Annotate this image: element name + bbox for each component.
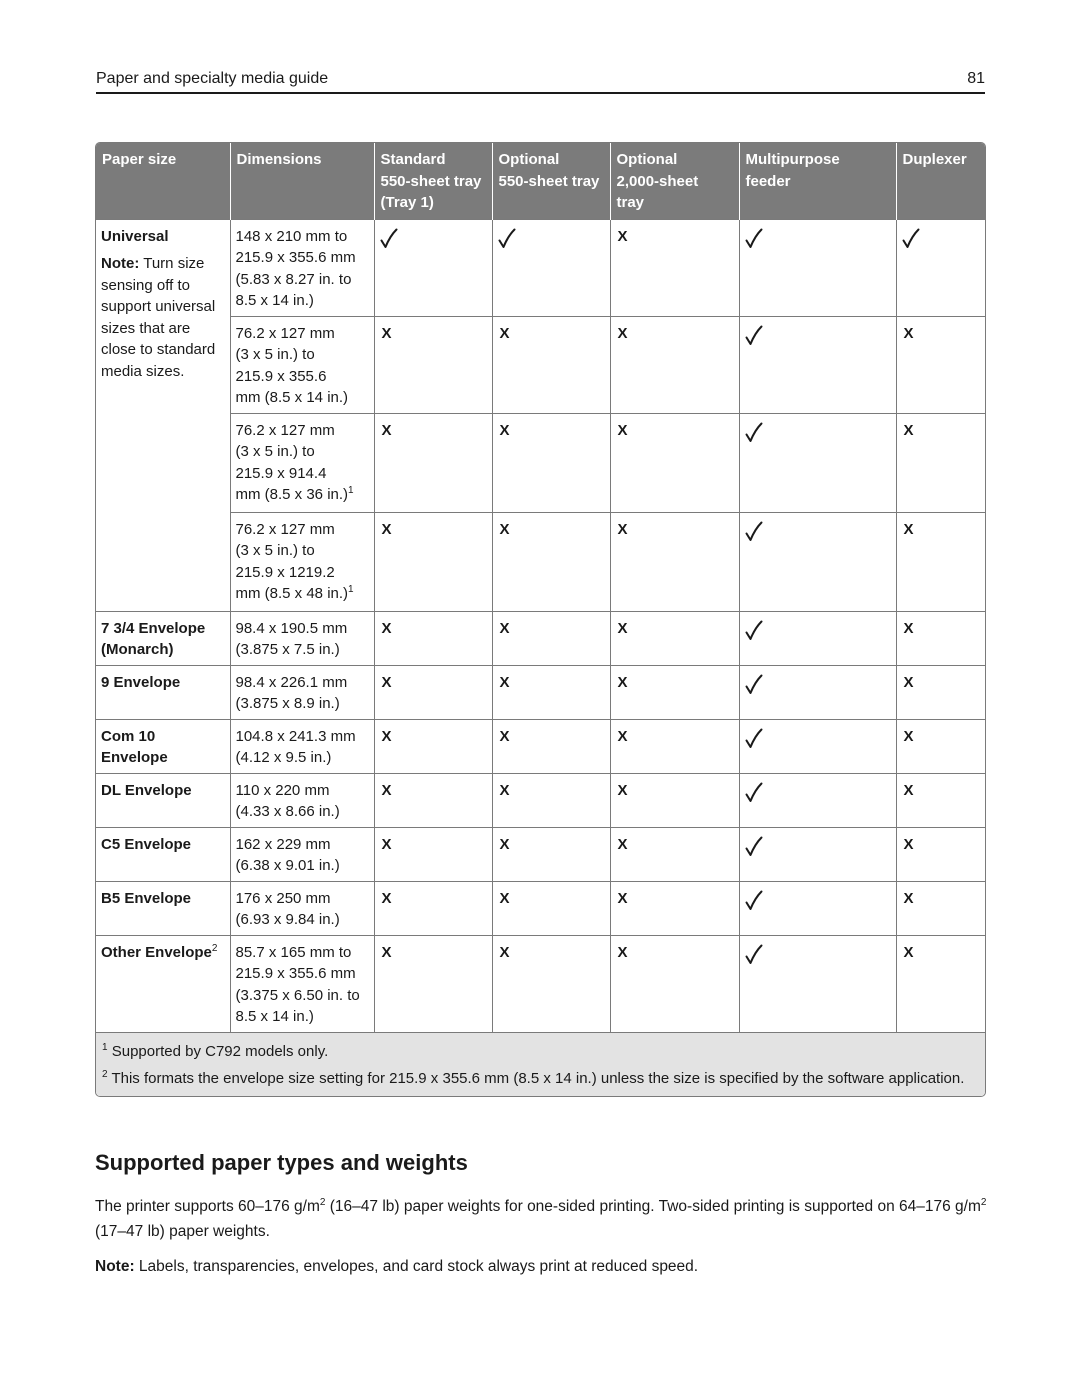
dimension-text: 162 x 229 mm [235, 835, 331, 853]
support-cell [739, 665, 896, 719]
column-header-line: feeder [745, 172, 791, 190]
dimension-text: 110 x 220 mm [235, 781, 330, 799]
support-cell [610, 316, 739, 413]
not-supported-mark: X [499, 889, 510, 907]
paper-size-cell [96, 665, 230, 719]
support-cell [739, 512, 896, 611]
dimensions-cell [230, 611, 374, 665]
paper-size-name: Universal [101, 227, 169, 245]
dimensions-cell [230, 413, 374, 512]
support-cell [896, 773, 985, 827]
not-supported-mark: X [903, 727, 914, 745]
support-cell [492, 219, 610, 316]
not-supported-mark: X [381, 943, 392, 961]
superscript: 2 [319, 1196, 326, 1208]
support-cell [610, 665, 739, 719]
table-row [96, 719, 985, 773]
footnote-ref: 1 [348, 485, 354, 496]
dimension-text: mm (8.5 x 36 in.) [235, 486, 349, 503]
dimension-text: (3 x 5 in.) to [235, 346, 315, 363]
support-cell [610, 881, 739, 935]
column-header [739, 143, 896, 219]
dimension-text: 85.7 x 165 mm to [235, 943, 352, 961]
footnote-text: Supported by C792 models only. [111, 1042, 329, 1060]
dimension-text: (3 x 5 in.) to [235, 443, 315, 460]
support-cell [492, 512, 610, 611]
column-header-line: Duplexer [902, 151, 967, 168]
not-supported-mark: X [381, 727, 392, 745]
section-title: Supported paper types and weights [95, 1150, 468, 1175]
not-supported-mark: X [499, 781, 510, 799]
table-row [96, 219, 985, 316]
dimension-line [236, 519, 369, 541]
weights-paragraph [95, 1194, 987, 1244]
not-supported-mark: X [499, 727, 510, 745]
dimensions-cell [230, 512, 374, 611]
not-supported-mark: X [381, 421, 392, 439]
dimension-line [236, 747, 369, 769]
support-cell [896, 719, 985, 773]
footnote-number: 2 [102, 1069, 108, 1080]
paper-size-name: B5 Envelope [101, 889, 192, 907]
not-supported-mark: X [617, 889, 628, 907]
support-cell [492, 719, 610, 773]
dimension-text: (3 x 5 in.) to [235, 542, 315, 559]
support-cell [374, 719, 492, 773]
dimension-text: 215.9 x 355.6 mm [235, 965, 356, 982]
dimension-line [236, 366, 369, 388]
dimension-text: 8.5 x 14 in.) [235, 292, 314, 309]
support-cell [492, 413, 610, 512]
universal-note [101, 253, 225, 382]
not-supported-mark: X [381, 673, 392, 691]
column-header-line: Paper size [102, 151, 177, 168]
not-supported-mark: X [499, 943, 510, 961]
support-cell [896, 413, 985, 512]
not-supported-mark: X [617, 835, 628, 853]
not-supported-mark: X [903, 673, 914, 691]
support-cell [374, 827, 492, 881]
dimension-text: (4.12 x 9.5 in.) [235, 749, 332, 766]
support-cell [374, 881, 492, 935]
footnote-text: This formats the envelope size setting for 215.9 x 355.6 mm (8.5 x 14 in.) unless the size is specified by the software application. [111, 1070, 965, 1087]
dimension-line [236, 323, 369, 345]
not-supported-mark: X [903, 421, 914, 439]
not-supported-mark: X [617, 324, 628, 342]
not-supported-mark: X [499, 619, 510, 637]
checkmark-icon [745, 620, 763, 642]
dimension-text: 215.9 x 355.6 mm [235, 249, 356, 266]
dimension-line [236, 226, 369, 248]
dimension-line [236, 441, 369, 463]
page-number: 81 [967, 70, 985, 87]
dimension-text: (4.33 x 8.66 in.) [235, 803, 340, 820]
dimension-text: (3.875 x 7.5 in.) [235, 641, 340, 658]
dimension-text: 8.5 x 14 in.) [235, 1008, 314, 1025]
dimension-line [236, 247, 369, 269]
dimension-text: 98.4 x 190.5 mm [235, 619, 348, 637]
column-header-line: Multipurpose [745, 151, 840, 168]
dimension-line [236, 985, 369, 1007]
paper-size-name: 7 3/4 Envelope (Monarch) [101, 619, 206, 658]
support-cell [492, 611, 610, 665]
not-supported-mark: X [903, 943, 914, 961]
column-header-line: 2,000-sheet [616, 172, 699, 190]
support-cell [739, 935, 896, 1032]
support-cell [739, 827, 896, 881]
not-supported-mark: X [381, 781, 392, 799]
checkmark-icon [745, 782, 763, 804]
dimension-line [236, 484, 369, 506]
checkmark-icon [745, 890, 763, 912]
paper-size-cell [96, 611, 230, 665]
dimension-text: (5.83 x 8.27 in. to [235, 270, 352, 288]
note-paragraph [95, 1254, 987, 1279]
column-header-line: tray [616, 194, 645, 211]
column-header [96, 143, 230, 219]
not-supported-mark: X [903, 520, 914, 538]
checkmark-icon [745, 521, 763, 543]
support-cell [610, 512, 739, 611]
table-footnotes [96, 1032, 985, 1096]
table-row [96, 413, 985, 512]
checkmark-icon [745, 228, 763, 250]
support-cell [896, 827, 985, 881]
table-row [96, 316, 985, 413]
note-label: Note: [101, 255, 140, 272]
dimension-line [236, 387, 369, 409]
column-header [610, 143, 739, 219]
not-supported-mark: X [499, 324, 510, 342]
dimension-text: mm (8.5 x 14 in.) [235, 389, 349, 406]
not-supported-mark: X [381, 889, 392, 907]
dimension-text: 215.9 x 355.6 [235, 367, 327, 385]
dimension-text: (3.875 x 8.9 in.) [235, 695, 340, 712]
dimensions-cell [230, 719, 374, 773]
support-cell [896, 935, 985, 1032]
checkmark-icon [745, 728, 763, 750]
dimension-line [236, 639, 369, 661]
paper-size-cell [96, 935, 230, 1032]
support-cell [896, 611, 985, 665]
note-text: Labels, transparencies, envelopes, and card stock always print at reduced speed. [134, 1258, 699, 1275]
media-table [96, 143, 985, 1032]
support-cell [492, 827, 610, 881]
checkmark-icon [745, 325, 763, 347]
not-supported-mark: X [903, 619, 914, 637]
column-header-line: Optional [498, 151, 560, 168]
not-supported-mark: X [903, 889, 914, 907]
support-cell [739, 219, 896, 316]
dimensions-cell [230, 316, 374, 413]
note-label: Note: [95, 1258, 135, 1275]
column-header-line: Standard [380, 151, 446, 168]
not-supported-mark: X [617, 520, 628, 538]
weights-text-b: (16–47 lb) paper weights for one-sided printing. Two-sided printing is supported on 64–176 g/m [325, 1198, 981, 1215]
dimension-line [236, 780, 369, 802]
checkmark-icon [745, 944, 763, 966]
paper-size-table [95, 142, 986, 1097]
support-cell [374, 611, 492, 665]
support-cell [374, 219, 492, 316]
dimensions-cell [230, 773, 374, 827]
dimensions-cell [230, 219, 374, 316]
dimension-text: mm (8.5 x 48 in.) [235, 585, 349, 602]
table-body [96, 219, 985, 1032]
dimension-line [236, 855, 369, 877]
dimension-text: 104.8 x 241.3 mm [235, 727, 356, 745]
support-cell [610, 413, 739, 512]
support-cell [739, 773, 896, 827]
dimension-text: 98.4 x 226.1 mm [235, 673, 348, 691]
dimension-line [236, 672, 369, 694]
paper-size-name: 9 Envelope [101, 673, 181, 691]
checkmark-icon [498, 228, 516, 250]
dimension-text: (6.93 x 9.84 in.) [235, 911, 340, 928]
not-supported-mark: X [903, 324, 914, 342]
not-supported-mark: X [617, 943, 628, 961]
weights-text-a: The printer supports 60–176 g/m [95, 1198, 320, 1215]
dimension-text: (3.375 x 6.50 in. to [235, 986, 360, 1004]
dimension-line [236, 834, 369, 856]
not-supported-mark: X [617, 727, 628, 745]
support-cell [896, 219, 985, 316]
paper-size-cell [96, 827, 230, 881]
note-text: Turn size sensing off to support universal sizes that are close to standard media sizes. [101, 255, 216, 380]
dimension-line [236, 583, 369, 605]
dimension-line [236, 540, 369, 562]
checkmark-icon [745, 836, 763, 858]
checkmark-icon [902, 228, 920, 250]
dimension-text: (6.38 x 9.01 in.) [235, 857, 340, 874]
not-supported-mark: X [617, 673, 628, 691]
table-header-row [96, 143, 985, 219]
support-cell [492, 935, 610, 1032]
dimension-line [236, 726, 369, 748]
support-cell [374, 935, 492, 1032]
checkmark-icon [745, 422, 763, 444]
dimensions-cell [230, 935, 374, 1032]
not-supported-mark: X [381, 324, 392, 342]
column-header-line: (Tray 1) [380, 194, 434, 211]
column-header [230, 143, 374, 219]
paper-size-cell [96, 773, 230, 827]
not-supported-mark: X [499, 421, 510, 439]
support-cell [374, 316, 492, 413]
dimension-text: 215.9 x 1219.2 [235, 563, 335, 581]
footnote-ref: 2 [211, 942, 218, 954]
dimension-text: 76.2 x 127 mm [235, 520, 335, 538]
not-supported-mark: X [499, 835, 510, 853]
support-cell [896, 665, 985, 719]
dimension-line [236, 562, 369, 584]
dimension-line [236, 888, 369, 910]
support-cell [896, 881, 985, 935]
support-cell [896, 316, 985, 413]
support-cell [492, 881, 610, 935]
paper-size-cell [96, 219, 230, 611]
paper-size-cell [96, 719, 230, 773]
paper-size-name: Com 10 Envelope [101, 727, 168, 766]
paper-size-name: Other Envelope [101, 943, 212, 961]
column-header-line: Optional [616, 151, 678, 168]
weights-text-c: (17–47 lb) paper weights. [95, 1223, 270, 1240]
dimension-line [236, 463, 369, 485]
support-cell [739, 413, 896, 512]
running-title: Paper and specialty media guide [96, 70, 329, 87]
table-row [96, 935, 985, 1032]
dimension-text: 215.9 x 914.4 [235, 464, 327, 482]
not-supported-mark: X [617, 227, 628, 245]
support-cell [739, 719, 896, 773]
superscript: 2 [980, 1196, 987, 1208]
support-cell [896, 512, 985, 611]
dimensions-cell [230, 881, 374, 935]
dimension-line [236, 420, 369, 442]
table-row [96, 827, 985, 881]
support-cell [739, 881, 896, 935]
footnote [102, 1068, 977, 1090]
table-row [96, 773, 985, 827]
dimensions-cell [230, 827, 374, 881]
not-supported-mark: X [381, 835, 392, 853]
checkmark-icon [745, 674, 763, 696]
footnote [102, 1041, 977, 1063]
dimension-text: 148 x 210 mm to [235, 227, 348, 245]
support-cell [610, 719, 739, 773]
not-supported-mark: X [499, 673, 510, 691]
support-cell [610, 219, 739, 316]
support-cell [374, 512, 492, 611]
support-cell [374, 413, 492, 512]
column-header-line: Dimensions [236, 151, 322, 168]
dimension-line [236, 1006, 369, 1028]
column-header-line: 550-sheet tray [498, 172, 600, 190]
dimension-line [236, 942, 369, 964]
checkmark-icon [380, 228, 398, 250]
not-supported-mark: X [381, 619, 392, 637]
not-supported-mark: X [903, 835, 914, 853]
support-cell [610, 611, 739, 665]
dimension-line [236, 909, 369, 931]
support-cell [492, 773, 610, 827]
dimension-line [236, 963, 369, 985]
not-supported-mark: X [617, 619, 628, 637]
support-cell [739, 611, 896, 665]
dimension-line [236, 344, 369, 366]
table-row [96, 881, 985, 935]
dimension-line [236, 801, 369, 823]
dimension-line [236, 269, 369, 291]
dimension-line [236, 290, 369, 312]
dimension-text: 176 x 250 mm [235, 889, 331, 907]
support-cell [610, 935, 739, 1032]
column-header [374, 143, 492, 219]
not-supported-mark: X [617, 421, 628, 439]
table-row [96, 611, 985, 665]
not-supported-mark: X [381, 520, 392, 538]
column-header [492, 143, 610, 219]
table-row [96, 512, 985, 611]
support-cell [492, 665, 610, 719]
dimension-line [236, 693, 369, 715]
dimensions-cell [230, 665, 374, 719]
dimension-line [236, 618, 369, 640]
column-header [896, 143, 985, 219]
support-cell [610, 827, 739, 881]
support-cell [739, 316, 896, 413]
support-cell [492, 316, 610, 413]
table-row [96, 665, 985, 719]
not-supported-mark: X [499, 520, 510, 538]
column-header-line: 550-sheet tray [380, 172, 482, 190]
paper-size-name: C5 Envelope [101, 835, 192, 853]
support-cell [610, 773, 739, 827]
page-header [96, 68, 985, 94]
footnote-number: 1 [102, 1041, 108, 1053]
not-supported-mark: X [903, 781, 914, 799]
footnote-ref: 1 [348, 584, 354, 595]
not-supported-mark: X [617, 781, 628, 799]
dimension-text: 76.2 x 127 mm [235, 324, 335, 342]
dimension-text: 76.2 x 127 mm [235, 421, 335, 439]
paper-size-cell [96, 881, 230, 935]
support-cell [374, 773, 492, 827]
support-cell [374, 665, 492, 719]
paper-size-name: DL Envelope [101, 781, 192, 799]
